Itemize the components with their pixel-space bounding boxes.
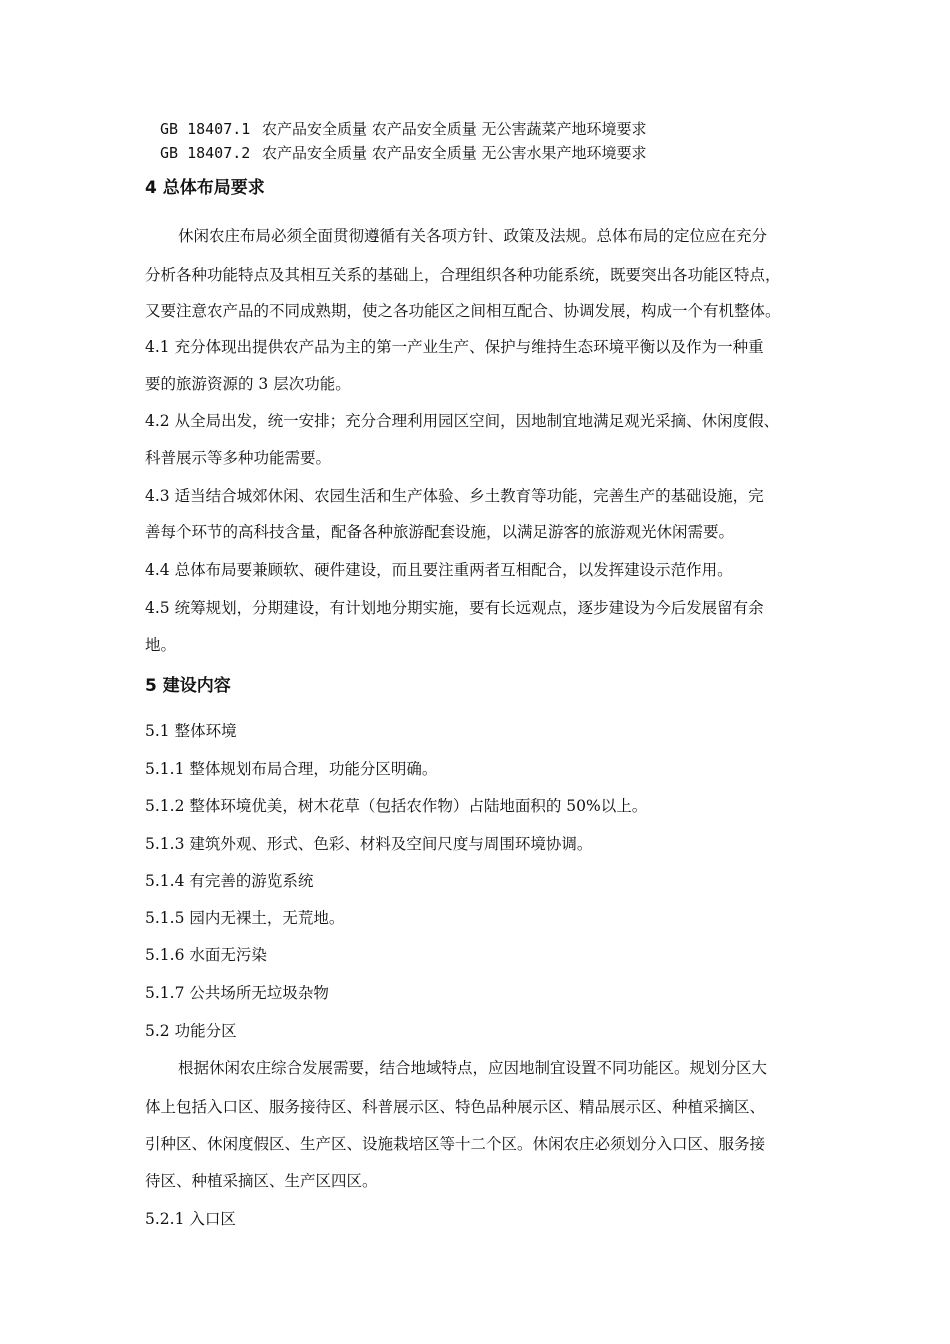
clause-4-5-line: 4.5 统筹规划，分期建设，有计划地分期实施，要有长远观点，逐步建设为今后发展留有余: [145, 599, 764, 617]
reference-title: 农产品安全质量 农产品安全质量 无公害蔬菜产地环境要求: [262, 120, 647, 138]
reference-code: GB 18407.2: [160, 144, 251, 162]
clause-5-1-5: 5.1.5 园内无裸土，无荒地。: [145, 909, 345, 927]
clause-5-2-text-line: 引种区、休闲度假区、生产区、设施栽培区等十二个区。休闲农庄必须划分入口区、服务接: [145, 1135, 766, 1153]
section-5-heading: 5 建设内容: [145, 676, 231, 696]
clause-4-1-line: 4.1 充分体现出提供农产品为主的第一产业生产、保护与维持生态环境平衡以及作为一种重: [145, 338, 764, 356]
clause-4-3-line: 善每个环节的高科技含量，配备各种旅游配套设施，以满足游客的旅游观光休闲需要。: [145, 523, 735, 541]
reference-gb-18407-1: [160, 118, 647, 140]
clause-4-2-line: 科普展示等多种功能需要。: [145, 449, 332, 467]
clause-5-1-6: 5.1.6 水面无污染: [145, 946, 267, 964]
clause-4-4: 4.4 总体布局要兼顾软、硬件建设，而且要注重两者互相配合，以发挥建设示范作用。: [145, 561, 733, 579]
clause-5-1-4: 5.1.4 有完善的游览系统: [145, 872, 314, 890]
clause-5-2-text-line: 根据休闲农庄综合发展需要，结合地域特点，应因地制宜设置不同功能区。规划分区大: [178, 1059, 768, 1077]
reference-gb-18407-2: [160, 142, 647, 164]
clause-5-1-2: 5.1.2 整体环境优美，树木花草（包括农作物）占陆地面积的 50%以上。: [145, 797, 648, 815]
clause-5-1-1: 5.1.1 整体规划布局合理，功能分区明确。: [145, 760, 438, 778]
clause-5-2-text-line: 体上包括入口区、服务接待区、科普展示区、特色品种展示区、精品展示区、种植采摘区、: [145, 1098, 766, 1116]
section-4-intro-line: 又要注意农产品的不同成熟期，使之各功能区之间相互配合、协调发展，构成一个有机整体。: [145, 302, 781, 320]
reference-code: GB 18407.1: [160, 120, 251, 138]
clause-5-1-3: 5.1.3 建筑外观、形式、色彩、材料及空间尺度与周围环境协调。: [145, 835, 593, 853]
clause-5-2: 5.2 功能分区: [145, 1022, 237, 1040]
clause-5-1-7: 5.1.7 公共场所无垃圾杂物: [145, 984, 329, 1002]
clause-5-2-text-line: 待区、种植采摘区、生产区四区。: [145, 1172, 378, 1190]
clause-4-5-line: 地。: [145, 636, 177, 654]
clause-4-1-line: 要的旅游资源的 3 层次功能。: [145, 375, 351, 393]
clause-5-1: 5.1 整体环境: [145, 722, 237, 740]
reference-title: 农产品安全质量 农产品安全质量 无公害水果产地环境要求: [262, 144, 647, 162]
section-4-intro-line: 休闲农庄布局必须全面贯彻遵循有关各项方针、政策及法规。总体布局的定位应在充分: [178, 227, 768, 245]
section-4-intro-line: 分析各种功能特点及其相互关系的基础上，合理组织各种功能系统，既要突出各功能区特点，: [145, 266, 781, 284]
section-4-heading: 4 总体布局要求: [145, 178, 265, 198]
clause-5-2-1: 5.2.1 入口区: [145, 1210, 236, 1228]
clause-4-2-line: 4.2 从全局出发，统一安排；充分合理利用园区空间，因地制宜地满足观光采摘、休闲度假、: [145, 412, 780, 430]
clause-4-3-line: 4.3 适当结合城郊休闲、农园生活和生产体验、乡土教育等功能，完善生产的基础设施，完: [145, 487, 764, 505]
